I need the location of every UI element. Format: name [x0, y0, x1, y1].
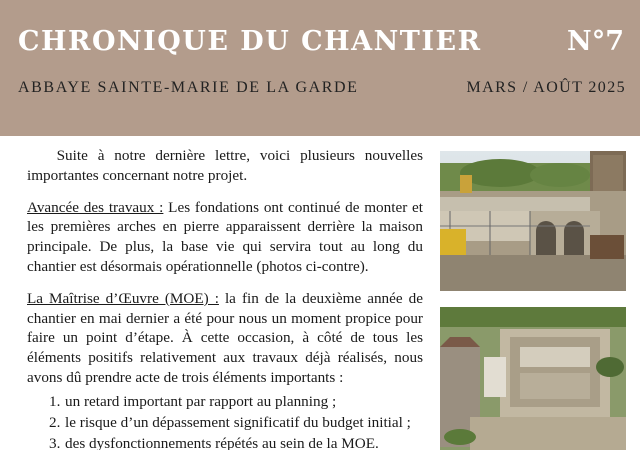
issues-list	[27, 391, 423, 450]
section-moe-paragraph	[27, 289, 423, 388]
list-item	[27, 412, 423, 433]
site-overview-illustration	[440, 307, 626, 450]
intro-text: Suite à notre dernière lettre, voici plusieurs nouvelles importantes concernant notre projet.	[27, 147, 424, 184]
newsletter-title: CHRONIQUE DU CHANTIER	[18, 26, 482, 57]
list-item-number: 1.	[49, 392, 61, 410]
newsletter-subtitle: ABBAYE SAINTE-MARIE DE LA GARDE	[18, 79, 359, 96]
section-works-heading: Avancée des travaux :	[27, 198, 164, 216]
section-works-paragraph	[27, 198, 423, 277]
section-moe-heading: La Maîtrise d’Œuvre (MOE) :	[27, 289, 219, 307]
list-item	[27, 433, 423, 450]
newsletter-date: MARS / AOÛT 2025	[466, 79, 626, 96]
construction-arches-illustration	[440, 151, 626, 291]
section-works-text: Les fondations ont continué de monter et les premières arches en pierre apparaissent derrière la maison principale. De plus, la base vie qui servira tout au long du chantier est désormais opérationnelle (photos ci-contre).	[27, 198, 424, 275]
construction-arches-photo	[440, 151, 626, 291]
list-item-number: 2.	[49, 413, 61, 431]
list-item-text: le risque d’un dépassement significatif du budget initial ;	[65, 413, 411, 431]
section-moe-text: la fin de la deuxième année de chantier en mai dernier a été pour nous un moment propice pour faire un point d’étape. À cette occasion, à côté de tous les éléments positifs relativement aux travaux déjà réalisés, nous avons dû prendre acte de trois éléments importants :	[27, 289, 423, 386]
list-item-text: un retard important par rapport au planning ;	[65, 392, 337, 410]
intro-paragraph	[27, 146, 423, 186]
list-item-number: 3.	[49, 434, 61, 450]
list-item	[27, 391, 423, 412]
site-overview-photo	[440, 307, 626, 450]
issue-number: N°7	[567, 26, 624, 57]
header-banner	[0, 0, 640, 136]
list-item-text: des dysfonctionnements répétés au sein de la MOE.	[65, 434, 379, 450]
article-body	[27, 146, 423, 450]
